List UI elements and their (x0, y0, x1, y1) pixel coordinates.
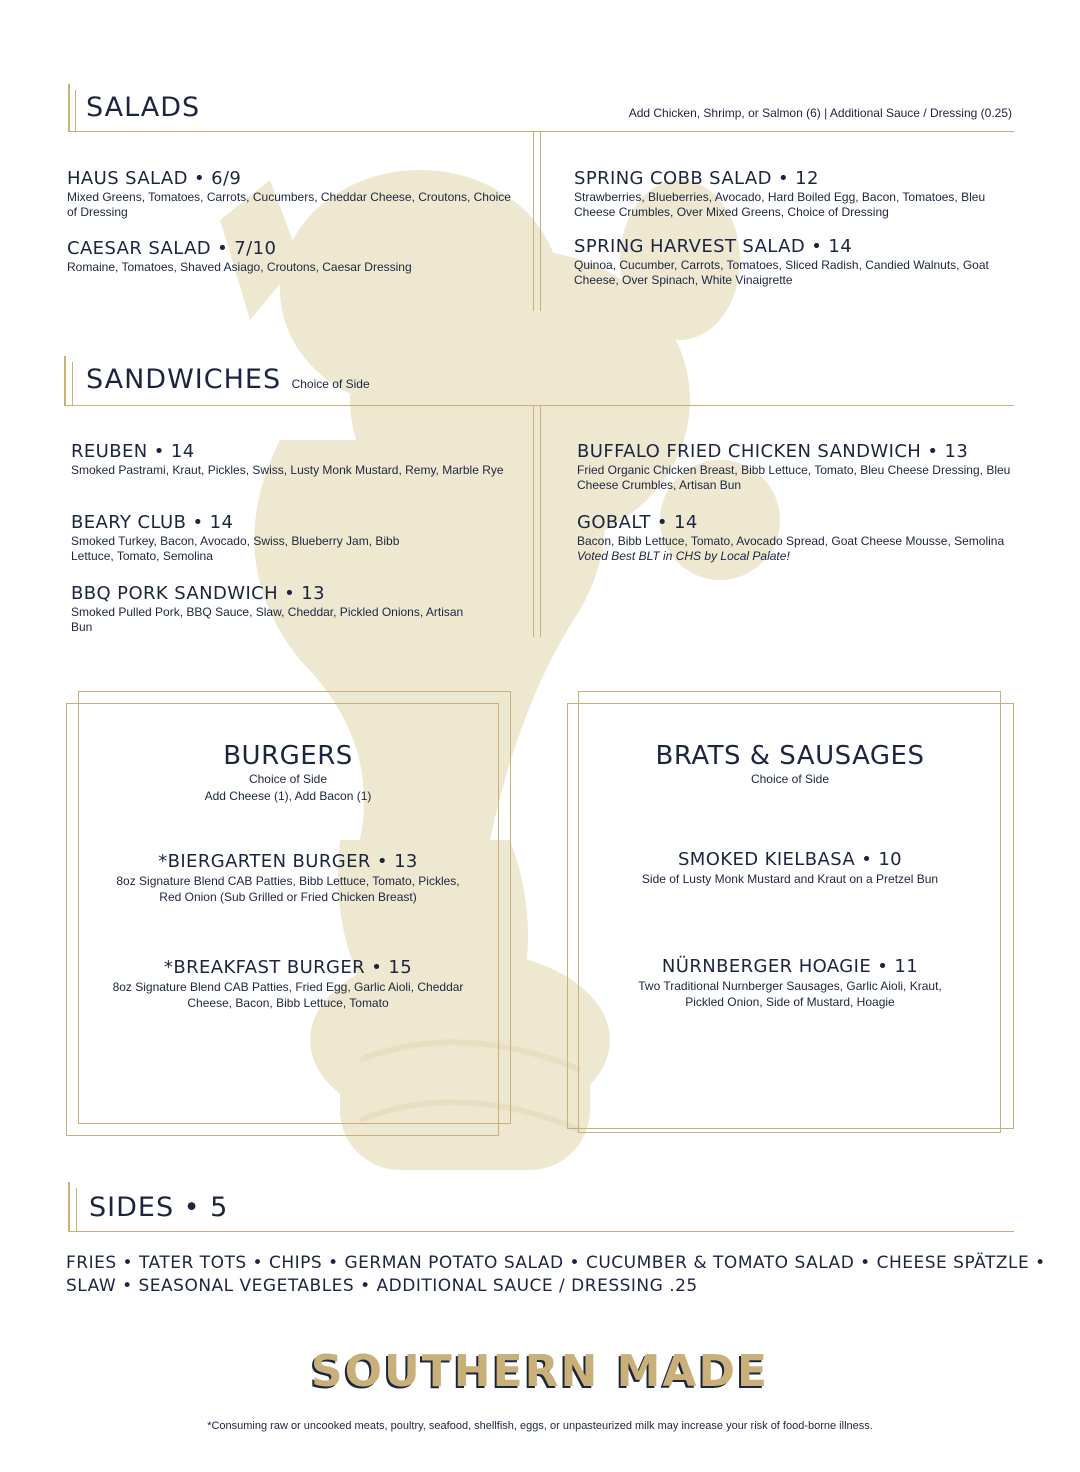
item-description: Mixed Greens, Tomatoes, Carrots, Cucumbers, Cheddar Cheese, Croutons, Choice of Dressing (67, 190, 511, 219)
item-name: REUBEN • 14 (71, 441, 195, 462)
sandwiches-divider (64, 405, 1014, 406)
sandwiches-choice-note: Choice of Side (291, 377, 370, 391)
menu-item-caesar-salad (67, 238, 517, 275)
sides-list-line-2: SLAW • SEASONAL VEGETABLES • ADDITIONAL SAUCE / DRESSING .25 (66, 1276, 698, 1296)
salads-header-bar-inner (75, 90, 76, 132)
sandwiches-column-divider (533, 405, 534, 637)
brats-choice-note: Choice of Side (750, 772, 830, 786)
sandwiches-header-bar-inner (72, 362, 73, 406)
item-name: CAESAR SALAD • 7/10 (67, 238, 277, 259)
item-name: BEARY CLUB • 14 (71, 512, 234, 533)
item-name: NÜRNBERGER HOAGIE • 11 (661, 956, 919, 977)
item-name: *BREAKFAST BURGER • 15 (163, 957, 413, 978)
burgers-choice-note: Choice of Side (248, 772, 328, 786)
item-description: Fried Organic Chicken Breast, Bibb Lettuce, Tomato, Bleu Cheese Dressing, Bleu Cheese Crumbles, Artisan Bun (577, 463, 1011, 492)
menu-item-spring-harvest-salad (574, 236, 1014, 288)
item-award-note: Voted Best BLT in CHS by Local Palate! (577, 549, 790, 563)
item-description: 8oz Signature Blend CAB Patties, Fried Egg, Garlic Aioli, Cheddar Cheese, Bacon, Bibb Lettuce, Tomato (112, 980, 464, 1010)
sandwiches-heading (86, 364, 370, 395)
item-name: BBQ PORK SANDWICH • 13 (71, 583, 326, 604)
item-description: Two Traditional Nurnberger Sausages, Garlic Aioli, Kraut, Pickled Onion, Side of Mustard, Hoagie (638, 979, 942, 1009)
menu-item-nurnberger-hoagie (630, 956, 950, 1010)
burgers-section (78, 741, 498, 805)
salads-addons-note: Add Chicken, Shrimp, or Salmon (6) | Additional Sauce / Dressing (0.25) (628, 106, 1012, 120)
item-name: SPRING HARVEST SALAD • 14 (574, 236, 853, 257)
sandwiches-column-divider-2 (540, 405, 541, 637)
item-name: HAUS SALAD • 6/9 (67, 168, 242, 189)
item-description: Side of Lusty Monk Mustard and Kraut on a Pretzel Bun (641, 872, 939, 886)
item-name: BUFFALO FRIED CHICKEN SANDWICH • 13 (577, 441, 969, 462)
sides-list (66, 1252, 1046, 1298)
menu-item-biergarten-burger (108, 851, 468, 905)
sides-header-bar-inner (76, 1188, 77, 1232)
menu-item-smoked-kielbasa (640, 849, 940, 887)
item-description: Bacon, Bibb Lettuce, Tomato, Avocado Spread, Goat Cheese Mousse, Semolina (577, 534, 1005, 548)
food-safety-footnote: *Consuming raw or uncooked meats, poultry, seafood, shellfish, eggs, or unpasteurized milk may increase your risk of food-borne illness. (207, 1420, 873, 1432)
sandwiches-title: SANDWICHES (86, 364, 282, 395)
brand-logo-text: SOUTHERN MADE (310, 1346, 770, 1397)
menu-item-beary-club (71, 512, 431, 564)
burgers-addons-note: Add Cheese (1), Add Bacon (1) (204, 789, 372, 803)
item-name: *BIERGARTEN BURGER • 13 (158, 851, 418, 872)
item-description: Smoked Pulled Pork, BBQ Sauce, Slaw, Cheddar, Pickled Onions, Artisan Bun (71, 605, 464, 634)
brats-section (578, 741, 1002, 788)
salads-column-divider (533, 131, 534, 311)
burgers-title: BURGERS (223, 741, 353, 771)
menu-item-spring-cobb-salad (574, 168, 1014, 220)
sides-header-bar (68, 1182, 70, 1232)
item-name: SPRING COBB SALAD • 12 (574, 168, 819, 189)
menu-item-reuben (71, 441, 511, 478)
sides-title: SIDES • 5 (89, 1192, 229, 1223)
item-description: Quinoa, Cucumber, Carrots, Tomatoes, Sliced Radish, Candied Walnuts, Goat Cheese, Over Spinach, White Vinaigrette (574, 258, 989, 287)
menu-item-breakfast-burger (108, 957, 468, 1011)
menu-item-gobalt (577, 512, 1017, 564)
brats-title: BRATS & SAUSAGES (655, 741, 925, 771)
item-description: 8oz Signature Blend CAB Patties, Bibb Lettuce, Tomato, Pickles, Red Onion (Sub Grilled or Fried Chicken Breast) (116, 874, 460, 904)
item-name: SMOKED KIELBASA • 10 (677, 849, 903, 870)
item-name: GOBALT • 14 (577, 512, 698, 533)
sides-list-line-1: FRIES • TATER TOTS • CHIPS • GERMAN POTATO SALAD • CUCUMBER & TOMATO SALAD • CHEESE SPÄTZLE • (66, 1253, 1046, 1273)
sides-divider (68, 1231, 1014, 1232)
item-description: Smoked Pastrami, Kraut, Pickles, Swiss, Lusty Monk Mustard, Remy, Marble Rye (71, 463, 504, 477)
salads-header-bar (68, 84, 70, 132)
salads-divider (68, 131, 1014, 132)
salads-column-divider-2 (540, 131, 541, 311)
sandwiches-header-bar (64, 356, 66, 406)
menu-item-buffalo-fried-chicken-sandwich (577, 441, 1017, 493)
item-description: Smoked Turkey, Bacon, Avocado, Swiss, Blueberry Jam, Bibb Lettuce, Tomato, Semolina (71, 534, 400, 563)
menu-item-bbq-pork-sandwich (71, 583, 471, 635)
salads-title: SALADS (86, 92, 201, 123)
item-description: Romaine, Tomatoes, Shaved Asiago, Croutons, Caesar Dressing (67, 260, 412, 274)
menu-item-haus-salad (67, 168, 517, 220)
item-description: Strawberries, Blueberries, Avocado, Hard Boiled Egg, Bacon, Tomatoes, Bleu Cheese Crumbles, Over Mixed Greens, Choice of Dressing (574, 190, 986, 219)
